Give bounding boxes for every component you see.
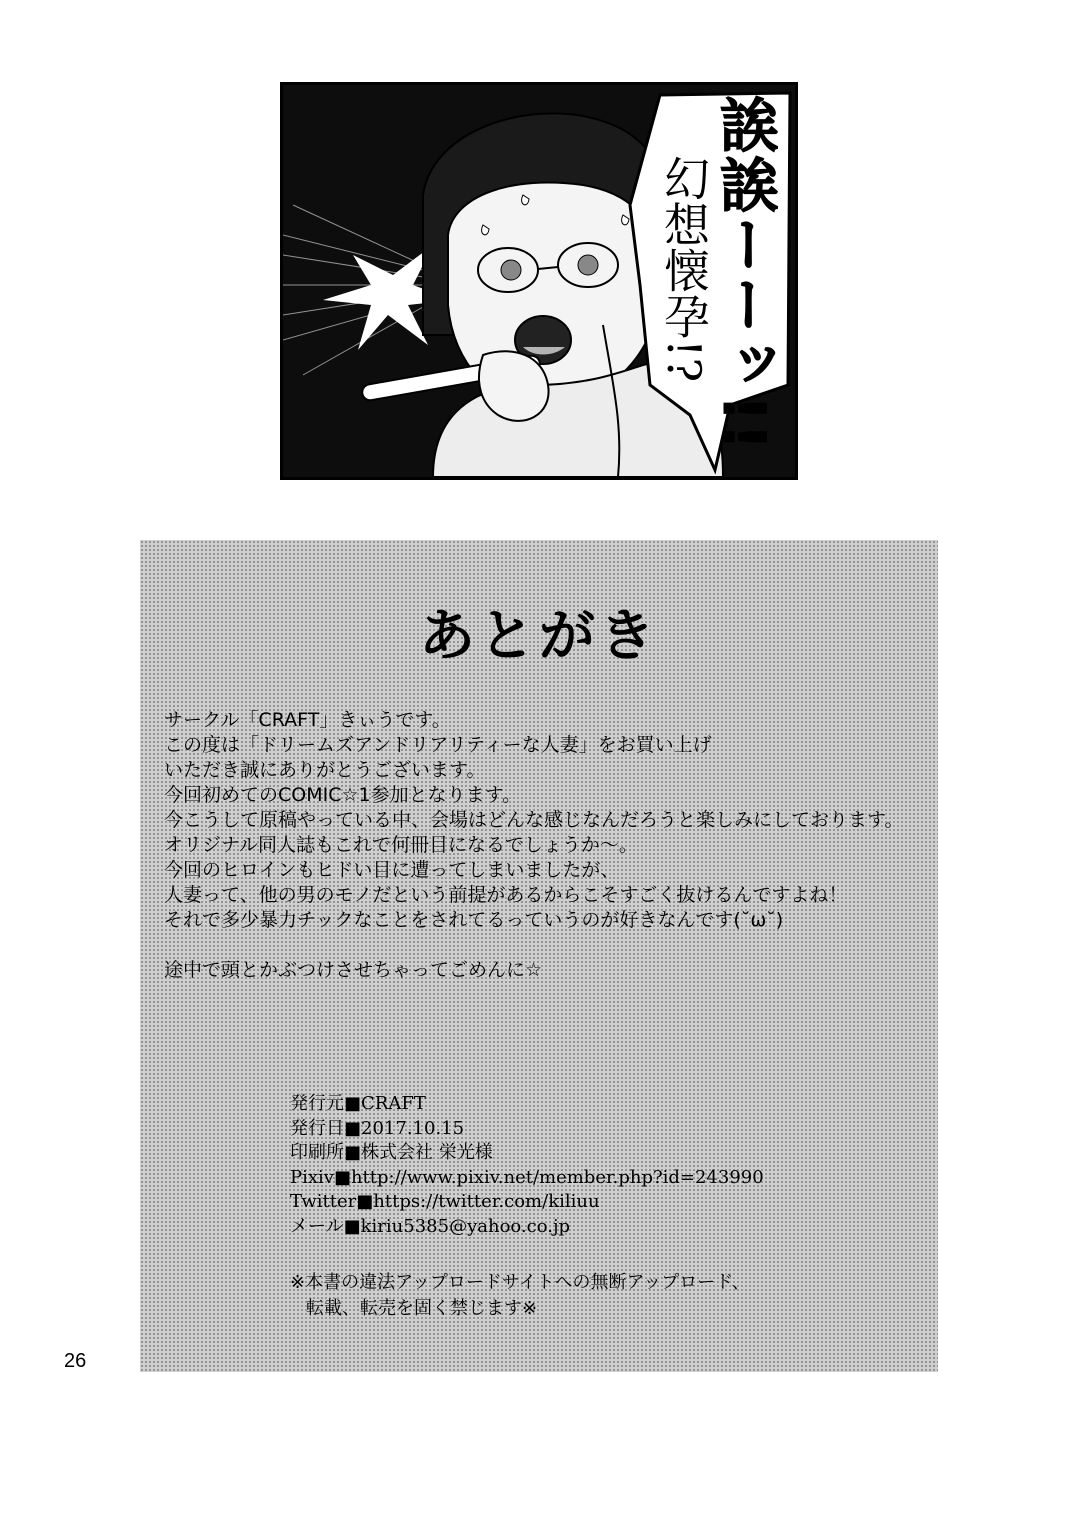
body-line: いただき誠にありがとうございます。 <box>164 759 486 781</box>
body-line: 今こうして原稿やっている中、会場はどんな感じなんだろうと楽しみにしております。 <box>164 809 904 831</box>
body-line: 人妻って、他の男のモノだという前提があるからこそすごく抜けるんですよね！ <box>164 884 848 906</box>
credit-twitter: Twitter■https://twitter.com/kiliuu <box>290 1191 600 1212</box>
credit-printer: 印刷所■株式会社 栄光様 <box>290 1142 493 1163</box>
body-line: オリジナル同人誌もこれで何冊目になるでしょうか〜。 <box>164 834 638 856</box>
notice-line: ※本書の違法アップロードサイトへの無断アップロード、 <box>290 1272 750 1293</box>
notice-line: 転載、転売を固く禁じます※ <box>306 1298 538 1319</box>
credit-date: 発行日■2017.10.15 <box>290 1117 465 1139</box>
afterword-box <box>140 540 938 1372</box>
body-line: この度は「ドリームズアンドリアリティーな人妻」をお買い上げ <box>164 734 712 756</box>
body-line: それで多少暴力チックなことをされてるっていうのが好きなんです(˘ω˘) <box>164 909 784 931</box>
sfx-small-text: 幻想懐孕!? <box>657 155 711 383</box>
body-line: 今回のヒロインもヒドい目に遭ってしまいましたが、 <box>164 859 620 881</box>
publication-credits <box>290 1092 910 1239</box>
paragraph-gap <box>164 933 924 958</box>
body-line: 今回初めてのCOMIC☆1参加となります。 <box>164 784 522 806</box>
sfx-text-group <box>637 95 777 467</box>
afterword-body <box>164 708 924 983</box>
copyright-notice <box>290 1270 910 1322</box>
credit-email: メール■kiriu5385@yahoo.co.jp <box>290 1215 571 1237</box>
closing-line: 途中で頭とかぶつけさせちゃってごめんに☆ <box>164 959 543 981</box>
credit-pixiv: Pixiv■http://www.pixiv.net/member.php?id=243990 <box>290 1166 764 1188</box>
manga-panel <box>280 82 798 480</box>
body-line: サークル「CRAFT」きぃうです。 <box>164 709 451 731</box>
afterword-title: あとがき <box>419 604 659 669</box>
page-number: 26 <box>64 1350 87 1372</box>
sfx-large-text: 誒誒ーーッ!! <box>710 95 778 452</box>
credit-publisher: 発行元■CRAFT <box>290 1093 426 1114</box>
